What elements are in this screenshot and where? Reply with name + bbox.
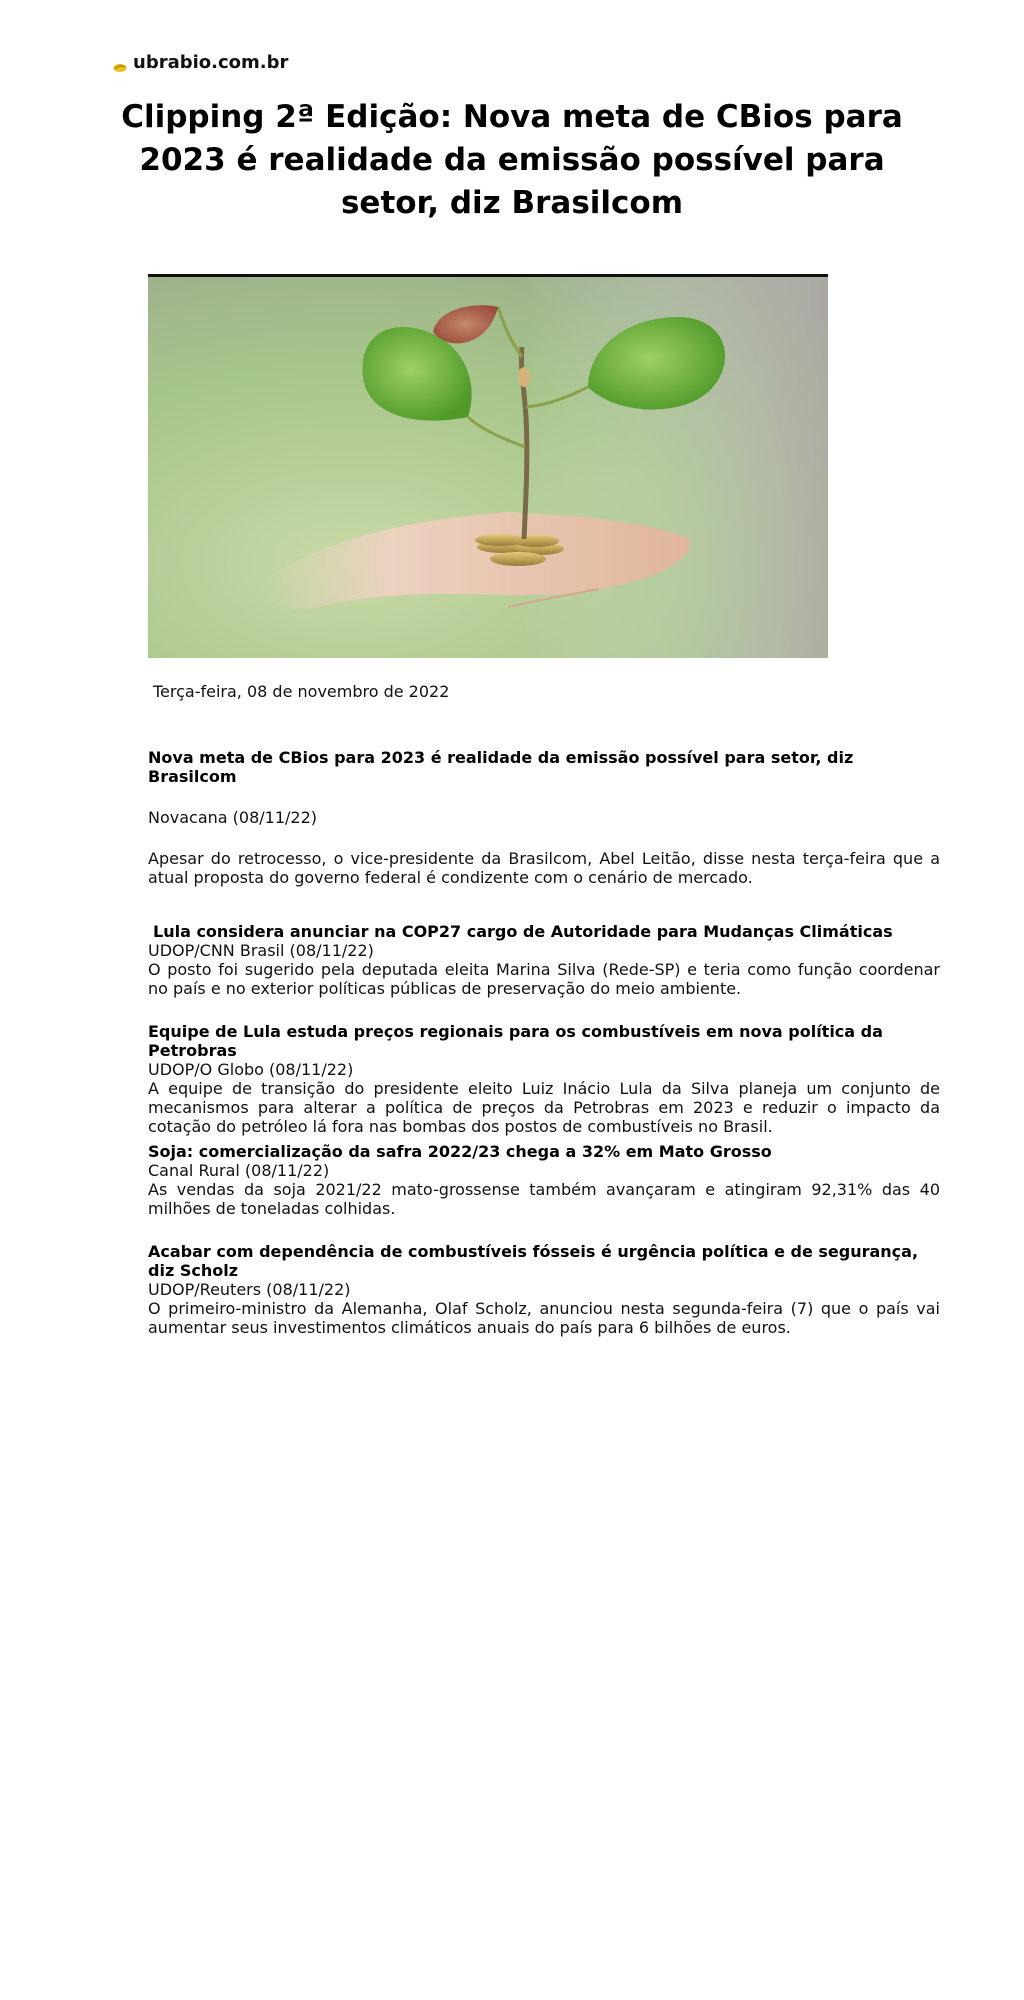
site-name[interactable]: ubrabio.com.br bbox=[133, 52, 289, 73]
publication-date: Terça-feira, 08 de novembro de 2022 bbox=[153, 682, 450, 701]
news-item bbox=[148, 748, 940, 887]
site-header bbox=[113, 52, 288, 73]
news-source: UDOP/Reuters (08/11/22) bbox=[148, 1280, 351, 1299]
news-headline[interactable]: Lula considera anunciar na COP27 cargo de Autoridade para Mudanças Climáticas bbox=[153, 922, 893, 941]
news-source: Novacana (08/11/22) bbox=[148, 808, 318, 827]
news-source: UDOP/O Globo (08/11/22) bbox=[148, 1060, 354, 1079]
hero-image bbox=[148, 274, 828, 661]
news-headline[interactable]: Nova meta de CBios para 2023 é realidade da emissão possível para setor, diz Brasilcom bbox=[148, 748, 854, 786]
news-summary: O primeiro-ministro da Alemanha, Olaf Scholz, anunciou nesta segunda-feira (7) que o país vai aumentar seus investimentos climáticos anuais do país para 6 bilhões de euros. bbox=[148, 1299, 940, 1337]
ubrabio-logo-icon bbox=[113, 58, 127, 68]
news-summary: Apesar do retrocesso, o vice-presidente da Brasilcom, Abel Leitão, disse nesta terça-feira que a atual proposta do governo federal é condizente com o cenário de mercado. bbox=[148, 849, 940, 887]
news-source: UDOP/CNN Brasil (08/11/22) bbox=[148, 941, 374, 960]
news-item bbox=[148, 922, 940, 998]
news-source: Canal Rural (08/11/22) bbox=[148, 1161, 330, 1180]
news-summary: As vendas da soja 2021/22 mato-grossense também avançaram e atingiram 92,31% das 40 milhões de toneladas colhidas. bbox=[148, 1180, 940, 1218]
news-headline[interactable]: Acabar com dependência de combustíveis fósseis é urgência política e de segurança, diz Scholz bbox=[148, 1242, 919, 1280]
news-item bbox=[148, 1022, 940, 1136]
page-title: Clipping 2ª Edição: Nova meta de CBios para 2023 é realidade da emissão possível para setor, diz Brasilcom bbox=[121, 99, 903, 221]
news-summary: A equipe de transição do presidente eleito Luiz Inácio Lula da Silva planeja um conjunto de mecanismos para alterar a política de preços da Petrobras em 2023 e reduzir o impacto da cotação do petróleo lá fora nas bombas dos postos de combustíveis no Brasil. bbox=[148, 1079, 940, 1136]
news-headline[interactable]: Soja: comercialização da safra 2022/23 chega a 32% em Mato Grosso bbox=[148, 1142, 772, 1161]
plant-in-hand-with-coins-image bbox=[148, 277, 828, 658]
news-headline[interactable]: Equipe de Lula estuda preços regionais para os combustíveis em nova política da Petrobras bbox=[148, 1022, 883, 1060]
news-item bbox=[148, 1142, 940, 1218]
news-item bbox=[148, 1242, 940, 1337]
news-summary: O posto foi sugerido pela deputada eleita Marina Silva (Rede-SP) e teria como função coordenar no país e no exterior políticas públicas de preservação do meio ambiente. bbox=[148, 960, 940, 998]
